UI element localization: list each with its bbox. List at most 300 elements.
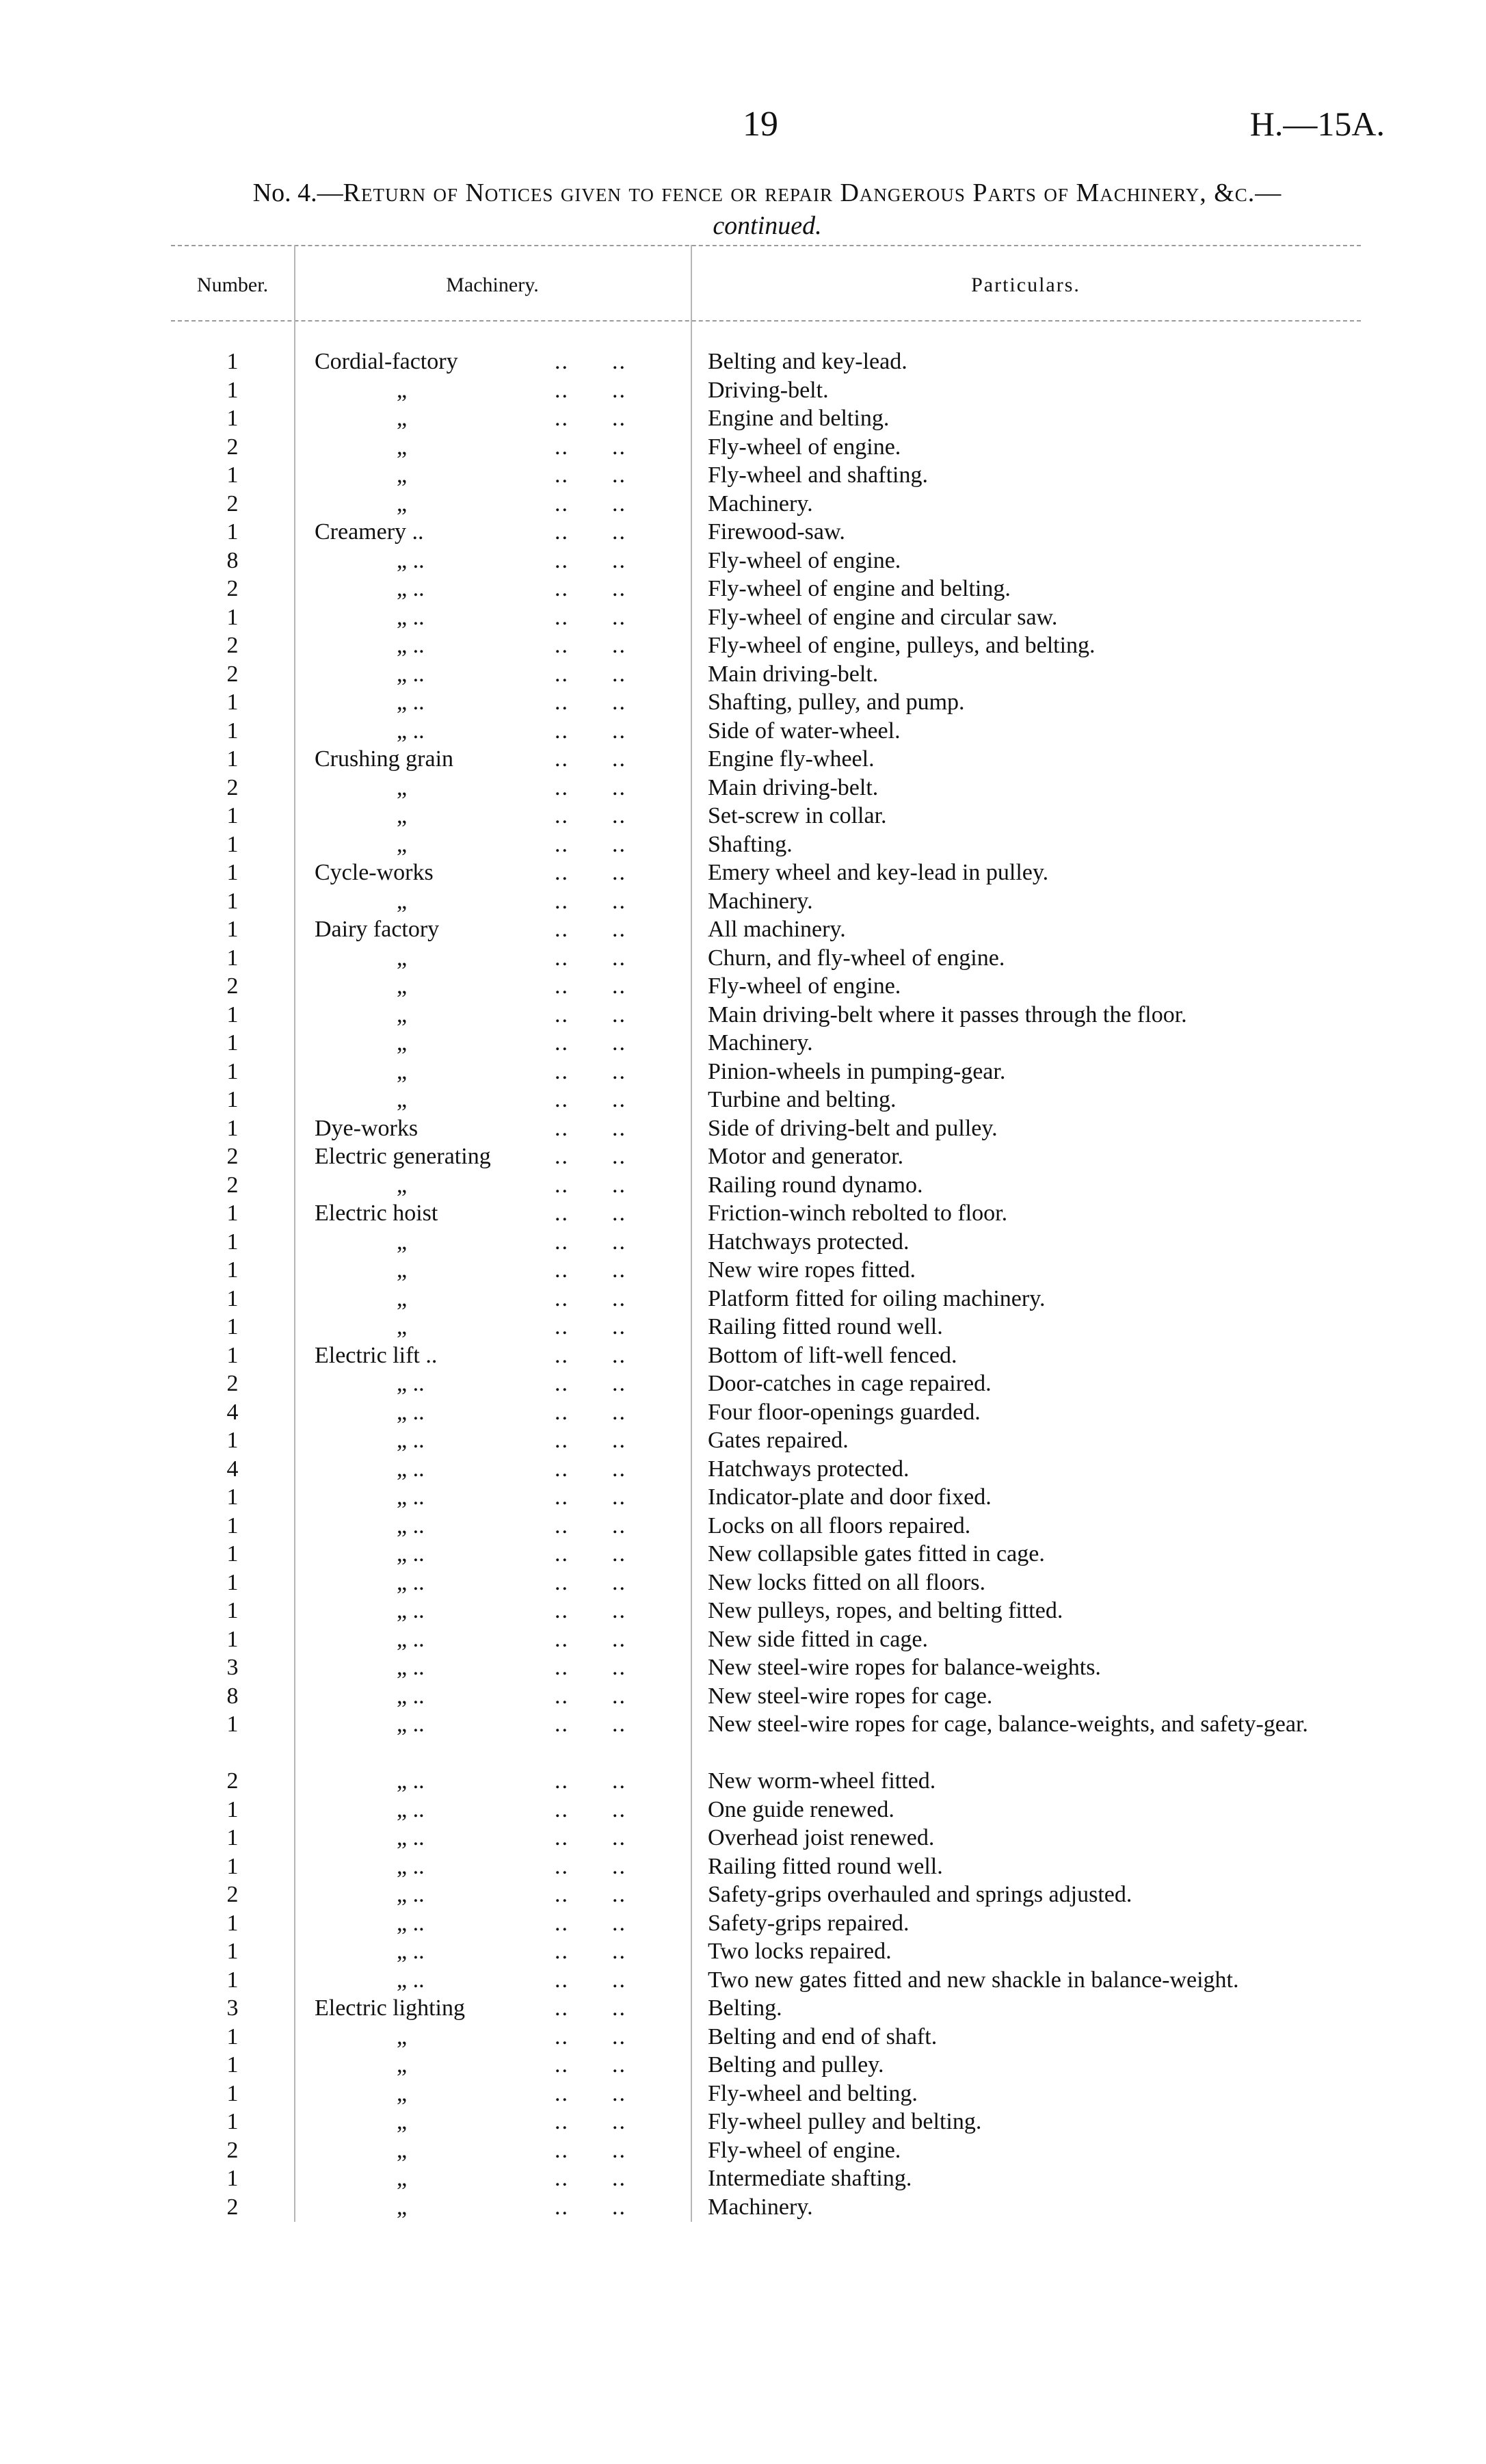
table-row — [181, 1682, 1371, 1711]
ditto-mark: „ .. — [397, 633, 425, 658]
ditto-mark: „ — [397, 2080, 408, 2106]
table-row — [181, 915, 1371, 944]
ditto-mark: „ .. — [397, 1484, 425, 1510]
row-particulars: Bottom of lift-well fenced. — [708, 1342, 957, 1368]
ditto-mark: „ .. — [397, 1569, 425, 1595]
row-machinery: Crushing grain — [315, 746, 454, 772]
row-particulars: Side of driving-belt and pulley. — [708, 1115, 998, 1141]
row-number: 1 — [226, 2052, 239, 2078]
row-leader-dots: .. .. — [540, 1087, 626, 1112]
ditto-mark: „ .. — [397, 1655, 425, 1680]
row-leader-dots: .. .. — [540, 1882, 626, 1907]
document-reference: H.—15A. — [1249, 105, 1385, 143]
row-number: 1 — [226, 1512, 239, 1538]
table-row — [181, 1796, 1371, 1824]
table-row — [181, 518, 1371, 547]
row-number: 1 — [226, 1257, 239, 1283]
ditto-mark: „ — [397, 1087, 408, 1112]
row-leader-dots: .. .. — [540, 1342, 626, 1368]
row-particulars: Intermediate shafting. — [708, 2166, 912, 2191]
row-particulars: One guide renewed. — [708, 1796, 894, 1822]
row-particulars: All machinery. — [708, 917, 846, 942]
row-particulars: Railing fitted round well. — [708, 1853, 943, 1879]
row-number: 2 — [226, 1144, 239, 1169]
row-number: 1 — [226, 519, 239, 545]
row-particulars: New pulleys, ropes, and belting fitted. — [708, 1598, 1063, 1623]
row-particulars: Machinery. — [708, 888, 813, 914]
row-leader-dots: .. .. — [540, 1541, 626, 1567]
row-particulars: Fly-wheel and belting. — [708, 2080, 918, 2106]
table-row — [181, 603, 1371, 632]
table-row — [181, 547, 1371, 575]
row-leader-dots: .. .. — [540, 1201, 626, 1226]
row-number: 2 — [226, 2137, 239, 2163]
row-leader-dots: .. .. — [540, 633, 626, 658]
row-particulars: Main driving-belt. — [708, 661, 879, 687]
row-machinery: Dairy factory — [315, 917, 440, 942]
row-machinery: Dye-works — [315, 1115, 419, 1141]
table-row — [181, 433, 1371, 462]
table-row — [181, 1199, 1371, 1228]
table-row — [181, 1710, 1371, 1767]
ditto-mark: „ — [397, 1172, 408, 1198]
table-row — [181, 1398, 1371, 1427]
row-leader-dots: .. .. — [540, 1683, 626, 1709]
row-particulars: Fly-wheel and shafting. — [708, 462, 928, 488]
row-leader-dots: .. .. — [540, 1371, 626, 1396]
ditto-mark: „ — [397, 2194, 408, 2220]
row-number: 1 — [226, 1853, 239, 1879]
row-leader-dots: .. .. — [540, 831, 626, 857]
row-number: 8 — [226, 547, 239, 573]
row-number: 1 — [226, 2166, 239, 2191]
row-leader-dots: .. .. — [540, 2023, 626, 2049]
row-number: 1 — [226, 1285, 239, 1311]
ditto-mark: „ .. — [397, 604, 425, 630]
row-machinery: Creamery .. — [315, 519, 424, 545]
row-number: 2 — [226, 490, 239, 516]
row-particulars: Belting and key-lead. — [708, 349, 907, 374]
table-row — [181, 1852, 1371, 1881]
row-leader-dots: .. .. — [540, 1285, 626, 1311]
ditto-mark: „ — [397, 2023, 408, 2049]
ditto-mark: „ — [397, 1030, 408, 1056]
column-header-particulars: Particulars. — [971, 274, 1080, 296]
table-row — [181, 1029, 1371, 1058]
table-row — [181, 972, 1371, 1001]
row-number: 1 — [226, 831, 239, 857]
row-particulars: Belting. — [708, 1995, 782, 2021]
ditto-mark: „ — [397, 490, 408, 516]
ditto-mark: „ — [397, 774, 408, 800]
row-number: 1 — [226, 945, 239, 971]
table-row — [181, 887, 1371, 916]
table-row — [181, 1369, 1371, 1398]
ditto-mark: „ — [397, 888, 408, 914]
ditto-mark: „ .. — [397, 1371, 425, 1396]
table-row — [181, 717, 1371, 746]
row-leader-dots: .. .. — [540, 604, 626, 630]
row-number: 3 — [226, 1995, 239, 2021]
row-number: 1 — [226, 1796, 239, 1822]
row-number: 2 — [226, 661, 239, 687]
ditto-mark: „ .. — [397, 1939, 425, 1964]
row-number: 1 — [226, 406, 239, 431]
table-row — [181, 1086, 1371, 1114]
row-particulars: New worm-wheel fitted. — [708, 1768, 936, 1794]
ditto-mark: „ .. — [397, 1428, 425, 1453]
row-number: 1 — [226, 1484, 239, 1510]
table-row — [181, 830, 1371, 859]
column-header-machinery: Machinery. — [446, 274, 539, 296]
ditto-mark: „ .. — [397, 547, 425, 573]
title-prefix: No. 4.— — [252, 179, 343, 207]
row-leader-dots: .. .. — [540, 1910, 626, 1936]
row-leader-dots: .. .. — [540, 718, 626, 744]
row-leader-dots: .. .. — [540, 746, 626, 772]
ditto-mark: „ — [397, 1285, 408, 1311]
ditto-mark: „ — [397, 1314, 408, 1339]
table-row — [181, 1540, 1371, 1569]
row-number: 1 — [226, 917, 239, 942]
row-leader-dots: .. .. — [540, 1939, 626, 1964]
row-particulars: Engine and belting. — [708, 406, 890, 431]
column-header-number: Number. — [196, 274, 269, 296]
ditto-mark: „ .. — [397, 1882, 425, 1907]
row-leader-dots: .. .. — [540, 1484, 626, 1510]
row-leader-dots: .. .. — [540, 1428, 626, 1453]
ditto-mark: „ .. — [397, 1825, 425, 1850]
table-row — [181, 1937, 1371, 1966]
row-particulars: New locks fitted on all floors. — [708, 1569, 986, 1595]
table-row — [181, 1597, 1371, 1625]
row-leader-dots: .. .. — [540, 1001, 626, 1027]
ditto-mark: „ — [397, 1001, 408, 1027]
table-row — [181, 2193, 1371, 2222]
table-row — [181, 1767, 1371, 1796]
ditto-mark: „ .. — [397, 576, 425, 601]
row-leader-dots: .. .. — [540, 2166, 626, 2191]
ditto-mark: „ .. — [397, 1967, 425, 1993]
ditto-mark: „ — [397, 2052, 408, 2078]
row-particulars: New wire ropes fitted. — [708, 1257, 916, 1283]
row-number: 1 — [226, 1115, 239, 1141]
row-leader-dots: .. .. — [540, 576, 626, 601]
table-row — [181, 1285, 1371, 1313]
table-row — [181, 688, 1371, 717]
ditto-mark: „ .. — [397, 1768, 425, 1794]
row-number: 1 — [226, 1541, 239, 1567]
row-number: 1 — [226, 1712, 239, 1737]
table-title — [179, 176, 1355, 242]
row-leader-dots: .. .. — [540, 1058, 626, 1084]
title-continued: continued. — [713, 211, 822, 240]
row-leader-dots: .. .. — [540, 973, 626, 999]
row-machinery: Electric lift .. — [315, 1342, 438, 1368]
row-leader-dots: .. .. — [540, 1257, 626, 1283]
ditto-mark: „ — [397, 945, 408, 971]
row-leader-dots: .. .. — [540, 377, 626, 403]
title-text: Return of Notices given to fence or repair Dangerous Parts of Machinery, &c.— — [343, 179, 1282, 207]
row-leader-dots: .. .. — [540, 1853, 626, 1879]
row-particulars: Fly-wheel of engine. — [708, 434, 901, 460]
row-number: 1 — [226, 1058, 239, 1084]
row-number: 1 — [226, 888, 239, 914]
row-leader-dots: .. .. — [540, 547, 626, 573]
row-number: 1 — [226, 1201, 239, 1226]
table-row — [181, 2051, 1371, 2080]
row-leader-dots: .. .. — [540, 917, 626, 942]
row-number: 1 — [226, 1087, 239, 1112]
row-number: 2 — [226, 1371, 239, 1396]
row-number: 8 — [226, 1683, 239, 1709]
ditto-mark: „ .. — [397, 1512, 425, 1538]
row-particulars: New steel-wire ropes for cage. — [708, 1683, 993, 1709]
row-leader-dots: .. .. — [540, 1995, 626, 2021]
table-row — [181, 1256, 1371, 1285]
row-number: 1 — [226, 860, 239, 885]
table-row — [181, 1824, 1371, 1852]
row-leader-dots: .. .. — [540, 434, 626, 460]
page-number: 19 — [743, 105, 778, 144]
row-particulars: Four floor-openings guarded. — [708, 1399, 981, 1425]
row-particulars: Indicator-plate and door fixed. — [708, 1484, 992, 1510]
row-particulars: Main driving-belt where it passes through the floor. — [708, 1001, 1187, 1027]
row-leader-dots: .. .. — [540, 690, 626, 715]
row-number: 1 — [226, 2109, 239, 2134]
row-leader-dots: .. .. — [540, 1712, 626, 1737]
table-row — [181, 2023, 1371, 2052]
row-particulars: Fly-wheel of engine and circular saw. — [708, 604, 1058, 630]
row-number: 1 — [226, 604, 239, 630]
row-leader-dots: .. .. — [540, 2109, 626, 2134]
row-leader-dots: .. .. — [540, 1655, 626, 1680]
row-particulars: Belting and end of shaft. — [708, 2023, 938, 2049]
row-number: 1 — [226, 2023, 239, 2049]
row-number: 1 — [226, 462, 239, 488]
table-row — [181, 2164, 1371, 2193]
row-particulars: Safety-grips repaired. — [708, 1910, 910, 1936]
row-particulars: New steel-wire ropes for balance-weights. — [708, 1655, 1101, 1680]
table-row — [181, 1058, 1371, 1086]
row-number: 2 — [226, 1882, 239, 1907]
ditto-mark: „ — [397, 831, 408, 857]
table-row — [181, 2136, 1371, 2165]
table-row — [181, 1001, 1371, 1030]
row-leader-dots: .. .. — [540, 1314, 626, 1339]
ditto-mark: „ .. — [397, 1598, 425, 1623]
table-row — [181, 1880, 1371, 1909]
row-number: 1 — [226, 349, 239, 374]
ditto-mark: „ .. — [397, 1796, 425, 1822]
row-machinery: Cordial-factory — [315, 349, 458, 374]
table-row — [181, 461, 1371, 490]
row-leader-dots: .. .. — [540, 661, 626, 687]
row-leader-dots: .. .. — [540, 2052, 626, 2078]
row-number: 3 — [226, 1655, 239, 1680]
row-leader-dots: .. .. — [540, 888, 626, 914]
ditto-mark: „ — [397, 377, 408, 403]
row-particulars: Side of water-wheel. — [708, 718, 901, 744]
row-particulars: New side fitted in cage. — [708, 1626, 928, 1652]
table-row — [181, 745, 1371, 774]
table-row — [181, 859, 1371, 887]
ditto-mark: „ .. — [397, 1541, 425, 1567]
header-bottom-rule — [171, 320, 1361, 322]
row-particulars: Belting and pulley. — [708, 2052, 884, 2078]
table-row — [181, 575, 1371, 603]
row-particulars: Shafting, pulley, and pump. — [708, 690, 965, 715]
row-number: 2 — [226, 2194, 239, 2220]
ditto-mark: „ .. — [397, 1456, 425, 1482]
table-row — [181, 1426, 1371, 1455]
row-particulars: Fly-wheel of engine. — [708, 2137, 901, 2163]
row-machinery: Cycle-works — [315, 860, 434, 885]
table-row — [181, 944, 1371, 973]
row-number: 1 — [226, 1229, 239, 1255]
row-number: 1 — [226, 1626, 239, 1652]
ditto-mark: „ .. — [397, 690, 425, 715]
row-leader-dots: .. .. — [540, 1512, 626, 1538]
ditto-mark: „ .. — [397, 1910, 425, 1936]
row-machinery: Electric hoist — [315, 1201, 438, 1226]
ditto-mark: „ .. — [397, 718, 425, 744]
row-leader-dots: .. .. — [540, 490, 626, 516]
table-top-rule — [171, 245, 1361, 246]
table-row — [181, 1313, 1371, 1341]
row-particulars: Driving-belt. — [708, 377, 829, 403]
table-row — [181, 660, 1371, 689]
row-particulars: Locks on all floors repaired. — [708, 1512, 971, 1538]
row-leader-dots: .. .. — [540, 1172, 626, 1198]
row-particulars: Platform fitted for oiling machinery. — [708, 1285, 1046, 1311]
row-number: 2 — [226, 633, 239, 658]
table-row — [181, 1455, 1371, 1484]
row-number: 1 — [226, 1825, 239, 1850]
row-number: 2 — [226, 973, 239, 999]
row-particulars: Main driving-belt. — [708, 774, 879, 800]
row-particulars: Overhead joist renewed. — [708, 1825, 935, 1850]
table-row — [181, 774, 1371, 802]
row-leader-dots: .. .. — [540, 1796, 626, 1822]
row-particulars: Machinery. — [708, 2194, 813, 2220]
row-number: 1 — [226, 1569, 239, 1595]
ditto-mark: „ — [397, 1058, 408, 1084]
row-leader-dots: .. .. — [540, 2194, 626, 2220]
row-leader-dots: .. .. — [540, 1144, 626, 1169]
row-particulars: Machinery. — [708, 1030, 813, 1056]
ditto-mark: „ .. — [397, 1853, 425, 1879]
row-leader-dots: .. .. — [540, 803, 626, 828]
row-particulars: Fly-wheel pulley and belting. — [708, 2109, 982, 2134]
table-row — [181, 2080, 1371, 2108]
row-particulars: Fly-wheel of engine and belting. — [708, 576, 1011, 601]
row-leader-dots: .. .. — [540, 1399, 626, 1425]
row-particulars: Turbine and belting. — [708, 1087, 897, 1112]
row-number: 1 — [226, 1967, 239, 1993]
row-particulars: Friction-winch rebolted to floor. — [708, 1201, 1008, 1226]
ditto-mark: „ .. — [397, 1626, 425, 1652]
row-leader-dots: .. .. — [540, 1030, 626, 1056]
row-leader-dots: .. .. — [540, 945, 626, 971]
ditto-mark: „ — [397, 406, 408, 431]
ditto-mark: „ — [397, 1229, 408, 1255]
ditto-mark: „ — [397, 2166, 408, 2191]
table-row — [181, 404, 1371, 433]
row-particulars: Railing round dynamo. — [708, 1172, 923, 1198]
row-leader-dots: .. .. — [540, 1115, 626, 1141]
ditto-mark: „ — [397, 1257, 408, 1283]
table-row — [181, 1994, 1371, 2023]
table-row — [181, 490, 1371, 519]
row-number: 2 — [226, 434, 239, 460]
row-number: 2 — [226, 1172, 239, 1198]
row-particulars: Emery wheel and key-lead in pulley. — [708, 860, 1049, 885]
ditto-mark: „ .. — [397, 1399, 425, 1425]
row-leader-dots: .. .. — [540, 1456, 626, 1482]
row-number: 1 — [226, 690, 239, 715]
row-particulars: Fly-wheel of engine. — [708, 547, 901, 573]
row-number: 1 — [226, 1910, 239, 1936]
row-particulars: Churn, and fly-wheel of engine. — [708, 945, 1005, 971]
row-number: 4 — [226, 1399, 239, 1425]
row-particulars: New collapsible gates fitted in cage. — [708, 1541, 1045, 1567]
row-particulars: Motor and generator. — [708, 1144, 904, 1169]
row-particulars: Pinion-wheels in pumping-gear. — [708, 1058, 1006, 1084]
row-number: 1 — [226, 718, 239, 744]
row-particulars: Gates repaired. — [708, 1428, 849, 1453]
table-row — [181, 1114, 1371, 1143]
table-row — [181, 348, 1371, 376]
table-row — [181, 631, 1371, 660]
ditto-mark: „ — [397, 2137, 408, 2163]
row-number: 2 — [226, 1768, 239, 1794]
row-leader-dots: .. .. — [540, 860, 626, 885]
row-leader-dots: .. .. — [540, 406, 626, 431]
row-particulars: Fly-wheel of engine. — [708, 973, 901, 999]
row-number: 1 — [226, 1939, 239, 1964]
row-particulars: Shafting. — [708, 831, 793, 857]
table-row — [181, 1142, 1371, 1171]
row-leader-dots: .. .. — [540, 519, 626, 545]
row-number: 1 — [226, 1428, 239, 1453]
table-row — [181, 1483, 1371, 1512]
ditto-mark: „ .. — [397, 1712, 425, 1737]
row-number: 1 — [226, 1598, 239, 1623]
row-particulars: Two locks repaired. — [708, 1939, 892, 1964]
row-number: 4 — [226, 1456, 239, 1482]
row-leader-dots: .. .. — [540, 1825, 626, 1850]
ditto-mark: „ — [397, 2109, 408, 2134]
table-row — [181, 1653, 1371, 1682]
table-row — [181, 376, 1371, 405]
row-number: 2 — [226, 774, 239, 800]
row-leader-dots: .. .. — [540, 774, 626, 800]
table-row — [181, 1909, 1371, 1938]
row-particulars: Railing fitted round well. — [708, 1314, 943, 1339]
table-row — [181, 1171, 1371, 1200]
row-leader-dots: .. .. — [540, 462, 626, 488]
row-leader-dots: .. .. — [540, 2137, 626, 2163]
table-row — [181, 2108, 1371, 2136]
ditto-mark: „ — [397, 462, 408, 488]
row-leader-dots: .. .. — [540, 2080, 626, 2106]
row-particulars: Hatchways protected. — [708, 1456, 910, 1482]
ditto-mark: „ — [397, 973, 408, 999]
row-machinery: Electric lighting — [315, 1995, 465, 2021]
row-leader-dots: .. .. — [540, 1598, 626, 1623]
row-leader-dots: .. .. — [540, 1569, 626, 1595]
